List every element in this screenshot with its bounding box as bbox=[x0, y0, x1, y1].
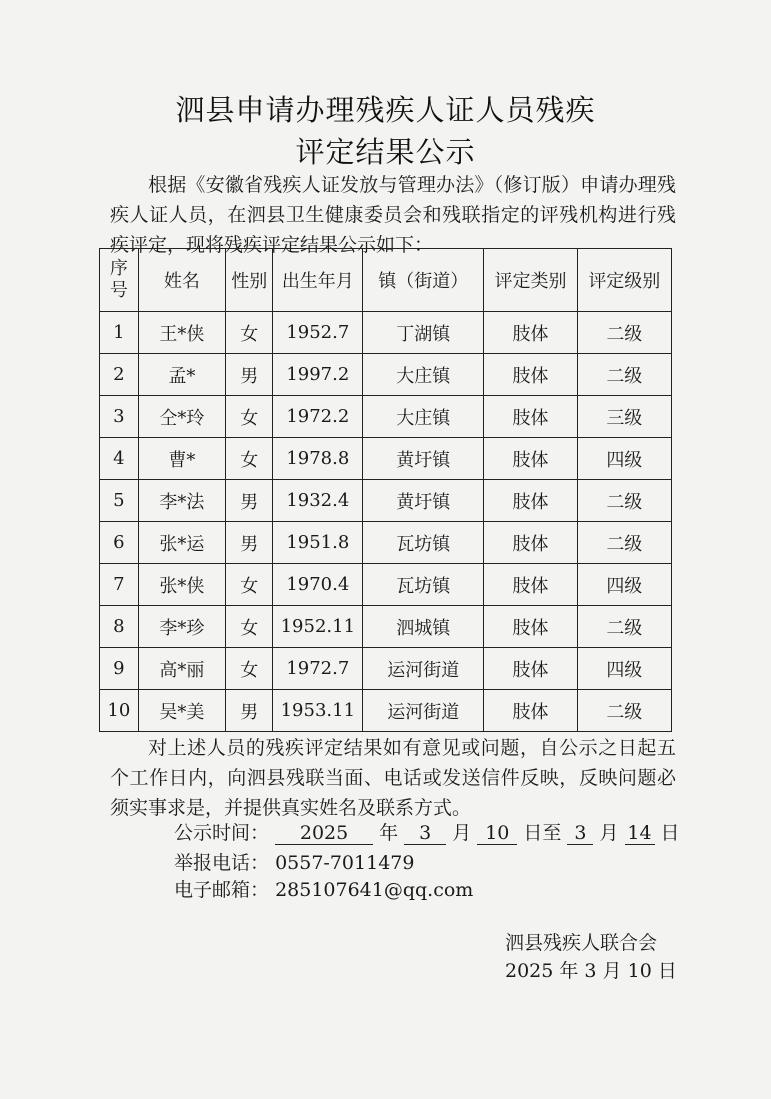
cell-level: 四级 bbox=[577, 438, 671, 480]
header-seq-b: 号 bbox=[109, 280, 128, 301]
cell-seq: 9 bbox=[100, 648, 139, 690]
cell-seq: 1 bbox=[100, 312, 139, 354]
cell-birth: 1951.8 bbox=[273, 522, 363, 564]
table-row bbox=[100, 438, 672, 480]
cell-category: 肢体 bbox=[484, 312, 577, 354]
cell-town: 运河街道 bbox=[363, 648, 484, 690]
header-name: 姓名 bbox=[138, 249, 225, 312]
cell-seq: 5 bbox=[100, 480, 139, 522]
phone-value: 0557-7011479 bbox=[275, 852, 415, 874]
cell-birth: 1970.4 bbox=[273, 564, 363, 606]
cell-level: 二级 bbox=[577, 312, 671, 354]
publicity-day-to: 日至 bbox=[523, 822, 562, 844]
cell-category: 肢体 bbox=[484, 522, 577, 564]
publicity-month-unit: 月 bbox=[452, 822, 472, 844]
cell-category: 肢体 bbox=[484, 396, 577, 438]
cell-seq: 6 bbox=[100, 522, 139, 564]
publicity-end-month: 3 bbox=[567, 822, 593, 845]
cell-birth: 1972.7 bbox=[273, 648, 363, 690]
cell-category: 肢体 bbox=[484, 648, 577, 690]
cell-name: 孟* bbox=[138, 354, 225, 396]
cell-seq: 10 bbox=[100, 690, 139, 732]
cell-name: 王*侠 bbox=[138, 312, 225, 354]
email-value: 285107641@qq.com bbox=[275, 879, 474, 901]
publicity-start-day: 10 bbox=[477, 822, 517, 845]
cell-level: 二级 bbox=[577, 606, 671, 648]
header-birth: 出生年月 bbox=[273, 249, 363, 312]
email-label: 电子邮箱： bbox=[174, 879, 270, 901]
phone-label: 举报电话： bbox=[174, 852, 270, 874]
header-gender: 性别 bbox=[226, 249, 273, 312]
cell-birth: 1997.2 bbox=[273, 354, 363, 396]
cell-category: 肢体 bbox=[484, 606, 577, 648]
table-row bbox=[100, 690, 672, 732]
table-row bbox=[100, 606, 672, 648]
header-seq-a: 序 bbox=[109, 258, 128, 279]
cell-gender: 女 bbox=[226, 438, 273, 480]
cell-gender: 男 bbox=[226, 480, 273, 522]
report-phone bbox=[174, 848, 414, 875]
table-row bbox=[100, 648, 672, 690]
cell-seq: 3 bbox=[100, 396, 139, 438]
note-paragraph: 对上述人员的残疾评定结果如有意见或问题，自公示之日起五个工作日内，向泗县残联当面、电话或发送信件反映，反映问题必须实事求是，并提供真实姓名及联系方式。 bbox=[110, 737, 676, 819]
table-row bbox=[100, 354, 672, 396]
cell-level: 四级 bbox=[577, 648, 671, 690]
cell-gender: 女 bbox=[226, 396, 273, 438]
cell-category: 肢体 bbox=[484, 480, 577, 522]
publicity-month-unit-2: 月 bbox=[599, 822, 619, 844]
signature-date: 2025 年 3 月 10 日 bbox=[505, 960, 677, 982]
cell-name: 高*丽 bbox=[138, 648, 225, 690]
cell-name: 张*侠 bbox=[138, 564, 225, 606]
cell-birth: 1932.4 bbox=[273, 480, 363, 522]
title-line-2: 评定结果公示 bbox=[295, 135, 476, 169]
publicity-year-unit: 年 bbox=[379, 822, 399, 844]
cell-town: 黄圩镇 bbox=[363, 438, 484, 480]
result-table bbox=[99, 248, 672, 732]
intro-paragraph: 根据《安徽省残疾人证发放与管理办法》（修订版）申请办理残疾人证人员，在泗县卫生健康委员会和残联指定的评残机构进行残疾评定，现将残疾评定结果公示如下： bbox=[110, 174, 676, 256]
cell-name: 仝*玲 bbox=[138, 396, 225, 438]
report-email bbox=[174, 875, 473, 902]
cell-name: 吴*美 bbox=[138, 690, 225, 732]
table-row bbox=[100, 564, 672, 606]
cell-level: 二级 bbox=[577, 480, 671, 522]
cell-town: 泗城镇 bbox=[363, 606, 484, 648]
cell-birth: 1953.11 bbox=[273, 690, 363, 732]
header-town: 镇（街道） bbox=[363, 249, 484, 312]
header-level: 评定级别 bbox=[577, 249, 671, 312]
cell-level: 二级 bbox=[577, 354, 671, 396]
table-header-row bbox=[100, 249, 672, 312]
table-row bbox=[100, 522, 672, 564]
cell-town: 丁湖镇 bbox=[363, 312, 484, 354]
header-category: 评定类别 bbox=[484, 249, 577, 312]
cell-gender: 男 bbox=[226, 522, 273, 564]
cell-gender: 男 bbox=[226, 354, 273, 396]
cell-seq: 2 bbox=[100, 354, 139, 396]
table-row bbox=[100, 480, 672, 522]
table-row bbox=[100, 396, 672, 438]
cell-level: 四级 bbox=[577, 564, 671, 606]
cell-level: 二级 bbox=[577, 522, 671, 564]
cell-name: 李*珍 bbox=[138, 606, 225, 648]
cell-level: 三级 bbox=[577, 396, 671, 438]
cell-category: 肢体 bbox=[484, 564, 577, 606]
publicity-period bbox=[174, 818, 680, 845]
cell-town: 大庄镇 bbox=[363, 396, 484, 438]
cell-birth: 1952.7 bbox=[273, 312, 363, 354]
cell-town: 黄圩镇 bbox=[363, 480, 484, 522]
cell-gender: 女 bbox=[226, 606, 273, 648]
cell-level: 二级 bbox=[577, 690, 671, 732]
title-line-1: 泗县申请办理残疾人证人员残疾 bbox=[175, 93, 596, 127]
cell-gender: 女 bbox=[226, 564, 273, 606]
cell-seq: 8 bbox=[100, 606, 139, 648]
publicity-day-unit: 日 bbox=[660, 822, 680, 844]
table-row bbox=[100, 312, 672, 354]
cell-town: 瓦坊镇 bbox=[363, 564, 484, 606]
publicity-start-month: 3 bbox=[404, 822, 446, 845]
cell-birth: 1952.11 bbox=[273, 606, 363, 648]
cell-category: 肢体 bbox=[484, 354, 577, 396]
cell-town: 瓦坊镇 bbox=[363, 522, 484, 564]
cell-birth: 1972.2 bbox=[273, 396, 363, 438]
cell-seq: 4 bbox=[100, 438, 139, 480]
header-seq bbox=[100, 249, 139, 312]
cell-category: 肢体 bbox=[484, 690, 577, 732]
cell-town: 大庄镇 bbox=[363, 354, 484, 396]
publicity-end-day: 14 bbox=[625, 822, 655, 845]
cell-name: 李*法 bbox=[138, 480, 225, 522]
cell-birth: 1978.8 bbox=[273, 438, 363, 480]
publicity-year: 2025 bbox=[275, 822, 373, 845]
publicity-label: 公示时间： bbox=[174, 822, 270, 844]
cell-town: 运河街道 bbox=[363, 690, 484, 732]
cell-gender: 女 bbox=[226, 648, 273, 690]
signature-org: 泗县残疾人联合会 bbox=[505, 932, 658, 954]
cell-gender: 女 bbox=[226, 312, 273, 354]
cell-name: 张*运 bbox=[138, 522, 225, 564]
cell-seq: 7 bbox=[100, 564, 139, 606]
cell-gender: 男 bbox=[226, 690, 273, 732]
cell-category: 肢体 bbox=[484, 438, 577, 480]
cell-name: 曹* bbox=[138, 438, 225, 480]
